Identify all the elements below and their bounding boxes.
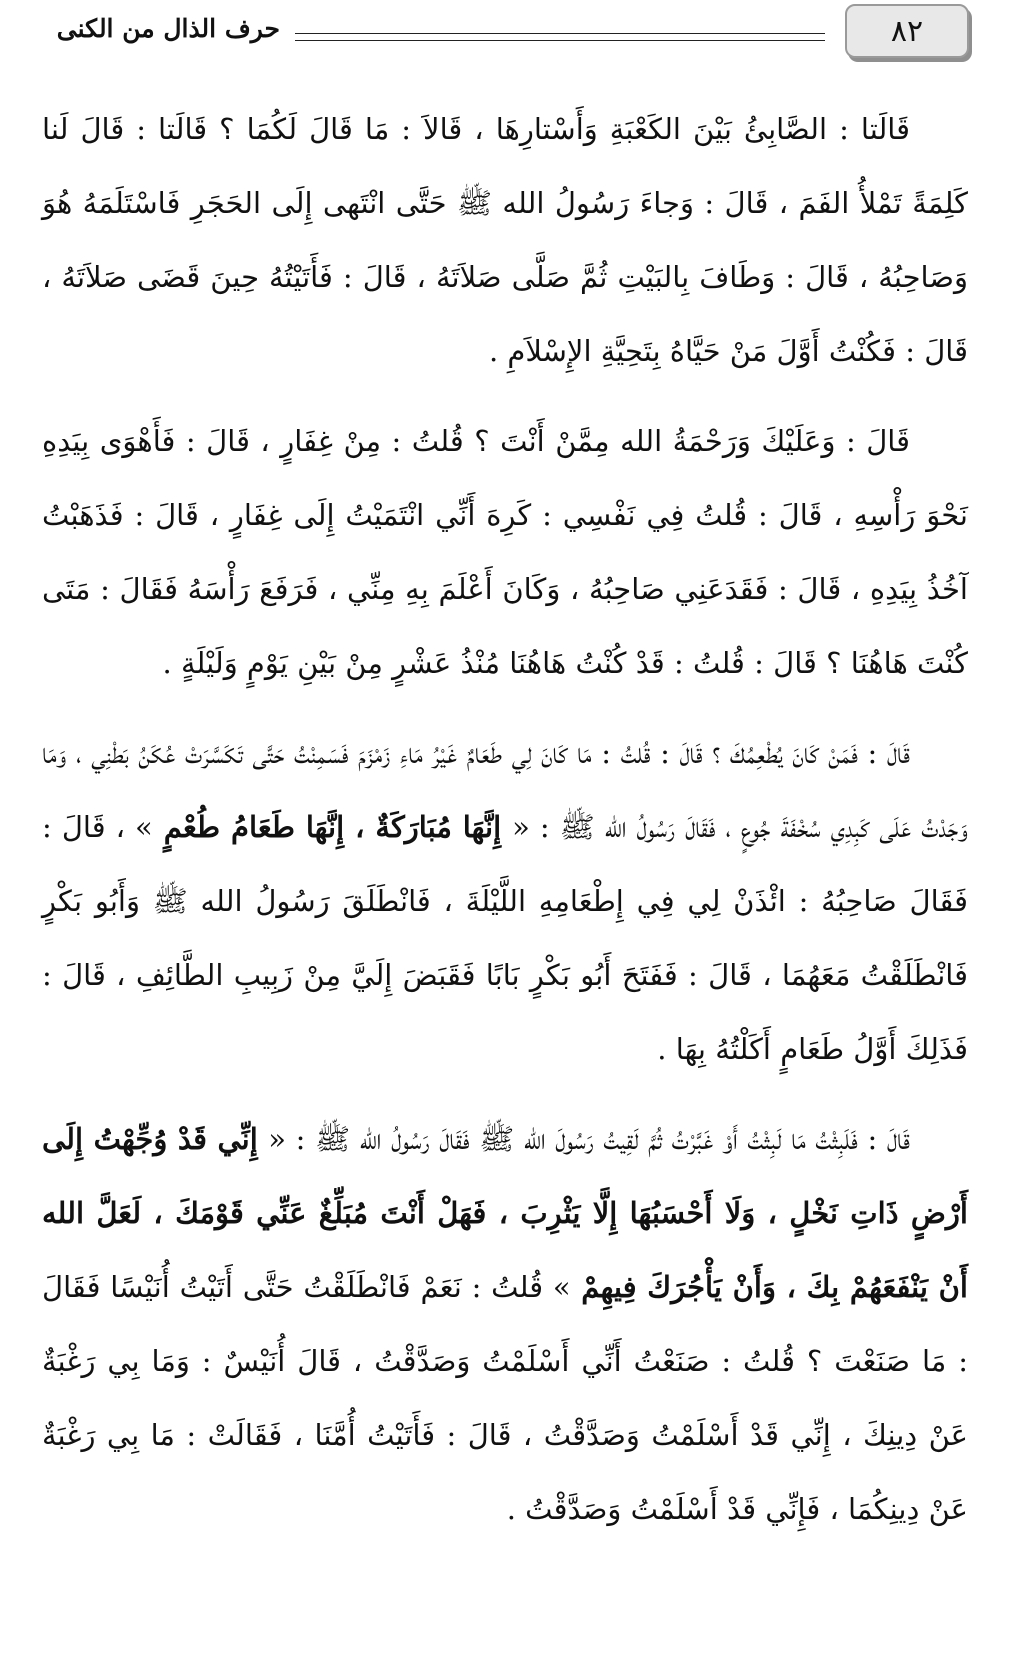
paragraph-text: » ، قَالَ : فَقَالَ صَاحِبُهُ : ائْذَنْ لِي فِي إِطْعَامِهِ اللَّيْلَةَ ، فَانْطَلَقَ رَسُولُ الله ﷺ وَأَبُو بَكْرٍ فَانْطَلَقْتُ مَعَهُمَا ، قَالَ : فَفَتَحَ أَبُو بَكْرٍ بَابًا فَقَبَضَ إِلَيَّ مِنْ زَبِيبِ الطَّائِفِ ، قَالَ : فَذَلِكَ أَوَّلُ طَعَامٍ أَكَلْتُهُ بِهَا .	[42, 810, 968, 1066]
paragraph-text: قَالَ : وَعَلَيْكَ وَرَحْمَةُ الله مِمَّنْ أَنْتَ ؟ قُلتُ : مِنْ غِفَارٍ ، قَالَ : فَأَهْوَى بِيَدِهِ نَحْوَ رَأْسِهِ ، قَالَ : قُلتُ فِي نَفْسِي : كَرِهَ أَنِّي انْتَمَيْتُ إِلَى غِفَارٍ ، قَالَ : فَذَهَبْتُ آخُذُ بِيَدِهِ ، قَالَ : فَقَدَعَنِي صَاحِبُهُ ، وَكَانَ أَعْلَمَ بِهِ مِنِّي ، فَرَفَعَ رَأْسَهُ فَقَالَ : مَتَى كُنْتَ هَاهُنَا ؟ قَالَ : قُلتُ : قَدْ كُنْتُ هَاهُنَا مُنْذُ عَشْرٍ مِنْ بَيْنِ يَوْمٍ وَلَيْلَةٍ .	[42, 424, 968, 680]
page-body	[42, 92, 968, 1562]
paragraph-1	[42, 92, 968, 388]
paragraph-2	[42, 404, 968, 700]
header-rule-bottom	[295, 40, 825, 41]
paragraph-text: قَالَ : فَلَبِثْتُ مَا لَبِثْتُ أَوْ غَبَّرْتُ ثُمَّ لَقِيتُ رَسُولَ الله ﷺ فَقَالَ رَسُولُ الله ﷺ : «	[268, 1122, 910, 1156]
page-number: ٨٢	[890, 13, 924, 49]
header-rule-top	[295, 33, 825, 34]
paragraph-4	[42, 1102, 968, 1546]
page-number-badge	[845, 4, 969, 58]
paragraph-text: قَالَتا : الصَّابِئُ بَيْنَ الكَعْبَةِ وَأَسْتارِهَا ، قَالاَ : مَا قَالَ لَكُمَا ؟ قَالَتا : قَالَ لَنا كَلِمَةً تَمْلأُ الفَمَ ، قَالَ : وَجاءَ رَسُولُ الله ﷺ حَتَّى انْتَهى إِلَى الحَجَرِ فَاسْتَلَمَهُ هُوَ وَصَاحِبُهُ ، قَالَ : وَطَافَ بِالبَيْتِ ثُمَّ صَلَّى صَلاَتَهُ ، قَالَ : فَأَتَيْتُهُ حِينَ قَضَى صَلاَتَهُ ، قَالَ : فَكُنْتُ أَوَّلَ مَنْ حَيَّاهُ بِتَحِيَّةِ الإِسْلاَمِ .	[42, 112, 968, 368]
page-header	[0, 0, 1010, 70]
hadith-quote: إِنَّهَا مُبَارَكَةٌ ، إِنَّهَا طَعَامُ طُعْمٍ	[152, 810, 513, 844]
running-title: حرف الذال من الكنى	[56, 14, 280, 43]
paragraph-text: » قُلتُ : نَعَمْ فَانْطَلَقْتُ حَتَّى أَتَيْتُ أُنَيْسًا فَقَالَ : مَا صَنَعْتَ ؟ قُلتُ : صَنَعْتُ أَنِّي أَسْلَمْتُ وَصَدَّقْتُ ، قَالَ أُنَيْسٌ : وَمَا بِي رَغْبَةٌ عَنْ دِينِكَ ، إِنِّي قَدْ أَسْلَمْتُ وَصَدَّقْتُ ، قَالَ : فَأَتَيْتُ أُمَّنَا ، فَقَالَتْ : مَا بِي رَغْبَةٌ عَنْ دِينِكُمَا ، فَإِنِّي قَدْ أَسْلَمْتُ وَصَدَّقْتُ .	[42, 1270, 968, 1526]
paragraph-text: قَالَ : فَمَنْ كَانَ يُطْعِمُكَ ؟ قَالَ : قُلتُ : مَا كَانَ لِي طَعَامٌ غَيْرُ مَاءِ زَمْزَمَ فَسَمِنْتُ حَتَّى تَكَسَّرَتْ عُكَنُ بَطْنِي ، وَمَا وَجَدْتُ عَلَى كَبِدِي سُخْفَةَ جُوعٍ ، فَقَالَ رَسُولُ الله ﷺ : «	[42, 736, 968, 844]
paragraph-3	[42, 716, 968, 1086]
hadith-quote: إِنِّي قَدْ وُجِّهْتُ إِلَى أَرْضٍ ذَاتِ نَخْلٍ ، وَلَا أَحْسَبُهَا إِلَّا يَثْرِبَ ، فَهَلْ أَنْتَ مُبَلِّغٌ عَنِّي قَوْمَكَ ، لَعَلَّ الله أَنْ يَنْفَعَهُمْ بِكَ ، وَأَنْ يَأْجُرَكَ فِيهِمْ	[42, 1122, 968, 1304]
